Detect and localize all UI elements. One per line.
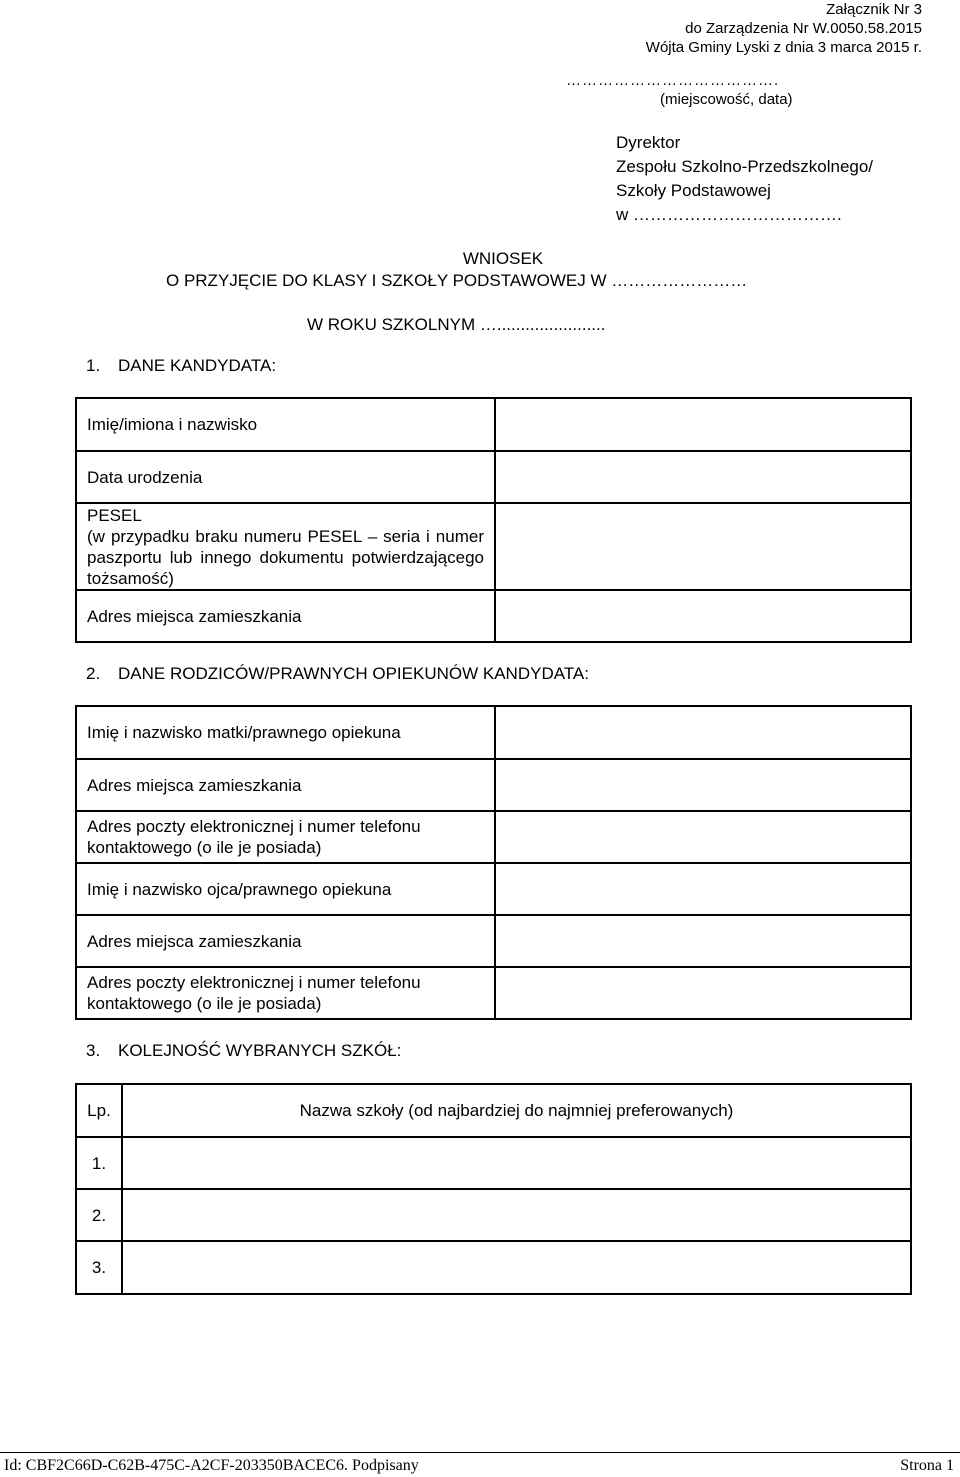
section-2-heading xyxy=(86,664,589,684)
addressee-line-2: Zespołu Szkolno-Przedszkolnego/ xyxy=(616,157,874,176)
father-address-field[interactable] xyxy=(495,915,911,967)
pesel-label: PESEL (w przypadku braku numeru PESEL – seria i numer paszportu lub innego dokumentu potwierdzającego tożsamość) xyxy=(76,503,495,590)
school-name-column-header: Nazwa szkoły (od najbardziej do najmniej preferowanych) xyxy=(122,1084,911,1137)
school-name-field-2[interactable] xyxy=(122,1189,911,1241)
section-3-number: 3. xyxy=(86,1041,101,1060)
parents-table xyxy=(75,705,912,1020)
candidate-address-label: Adres miejsca zamieszkania xyxy=(76,590,495,642)
father-name-field[interactable] xyxy=(495,863,911,915)
addressee-block xyxy=(616,131,873,227)
section-1-number: 1. xyxy=(86,356,101,375)
mother-address-field[interactable] xyxy=(495,759,911,811)
place-date-label: (miejscowość, data) xyxy=(660,91,793,108)
annex-note xyxy=(646,0,922,57)
footer-divider xyxy=(0,1452,960,1453)
mother-address-label: Adres miejsca zamieszkania xyxy=(76,759,495,811)
annex-line-1: Załącznik Nr 3 xyxy=(826,1,922,18)
school-name-field-1[interactable] xyxy=(122,1137,911,1189)
school-name-field-3[interactable] xyxy=(122,1241,911,1294)
school-row-number: 3. xyxy=(76,1241,122,1294)
father-contact-field[interactable] xyxy=(495,967,911,1019)
addressee-line-4[interactable]: w ………………………………. xyxy=(616,205,842,224)
section-3-title: KOLEJNOŚĆ WYBRANYCH SZKÓŁ: xyxy=(118,1041,402,1060)
candidate-address-field[interactable] xyxy=(495,590,911,642)
birth-date-label: Data urodzenia xyxy=(76,451,495,503)
section-1-heading xyxy=(86,356,276,376)
mother-name-label: Imię i nazwisko matki/prawnego opiekuna xyxy=(76,706,495,759)
birth-date-field[interactable] xyxy=(495,451,911,503)
mother-name-field[interactable] xyxy=(495,706,911,759)
father-address-label: Adres miejsca zamieszkania xyxy=(76,915,495,967)
section-2-title: DANE RODZICÓW/PRAWNYCH OPIEKUNÓW KANDYDATA: xyxy=(118,664,589,683)
father-contact-label: Adres poczty elektronicznej i numer telefonu kontaktowego (o ile je posiada) xyxy=(76,967,495,1019)
school-row-number: 2. xyxy=(76,1189,122,1241)
addressee-line-3: Szkoły Podstawowej xyxy=(616,181,771,200)
document-title: WNIOSEK xyxy=(462,249,544,268)
pesel-field[interactable] xyxy=(495,503,911,590)
section-2-number: 2. xyxy=(86,664,101,683)
mother-contact-label: Adres poczty elektronicznej i numer telefonu kontaktowego (o ile je posiada) xyxy=(76,811,495,863)
school-row-number: 1. xyxy=(76,1137,122,1189)
place-date-field[interactable]: …………………………………. xyxy=(566,72,780,89)
annex-line-3: Wójta Gminy Lyski z dnia 3 marca 2015 r. xyxy=(645,39,922,56)
school-year-line: W ROKU SZKOLNYM …....................... xyxy=(307,315,606,334)
annex-line-2: do Zarządzenia Nr W.0050.58.2015 xyxy=(685,20,922,37)
page-number: Strona 1 xyxy=(900,1457,954,1474)
document-id: Id: CBF2C66D-C62B-475C-A2CF-203350BACEC6. Podpisany xyxy=(4,1457,419,1474)
section-3-heading xyxy=(86,1041,401,1061)
document-subtitle: O PRZYJĘCIE DO KLASY I SZKOŁY PODSTAWOWEJ W …………………… xyxy=(166,271,748,290)
candidate-name-label: Imię/imiona i nazwisko xyxy=(76,398,495,451)
candidate-name-field[interactable] xyxy=(495,398,911,451)
mother-contact-field[interactable] xyxy=(495,811,911,863)
lp-column-header: Lp. xyxy=(76,1084,122,1137)
section-1-title: DANE KANDYDATA: xyxy=(118,356,277,375)
father-name-label: Imię i nazwisko ojca/prawnego opiekuna xyxy=(76,863,495,915)
addressee-line-1: Dyrektor xyxy=(616,133,681,152)
candidate-table xyxy=(75,397,912,643)
schools-table xyxy=(75,1083,912,1295)
